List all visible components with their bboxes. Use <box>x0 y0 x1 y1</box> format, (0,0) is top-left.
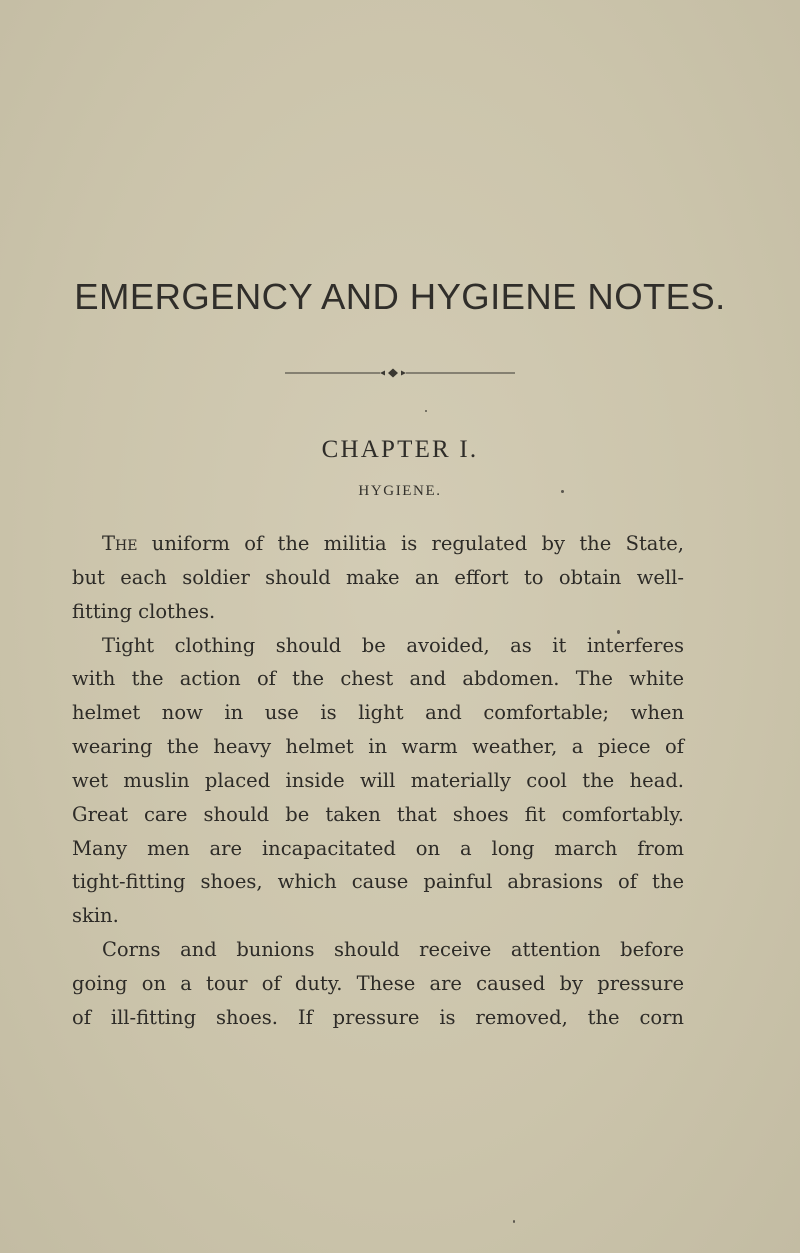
text-line: of ill-fitting shoes. If pressure is removed, the corn <box>72 1005 684 1029</box>
chapter-heading: CHAPTER I. <box>321 436 479 463</box>
paper-speck <box>425 410 427 412</box>
text-line: with the action of the chest and abdomen. The white <box>72 667 684 691</box>
text-line: fitting clothes. <box>72 599 216 623</box>
text-line: going on a tour of duty. These are caused by pressure <box>72 971 684 995</box>
text-line: Great care should be taken that shoes fit comfortably. <box>72 802 684 826</box>
text-line: Tight clothing should be avoided, as it interferes <box>102 633 684 657</box>
drop-word: The <box>102 532 138 555</box>
text-line: wearing the heavy helmet in warm weather, a piece of <box>72 735 684 759</box>
text-line: Many men are incapacitated on a long march from <box>72 836 684 860</box>
book-title: EMERGENCY AND HYGIENE NOTES. <box>74 276 726 317</box>
section-heading: HYGIENE. <box>358 483 442 499</box>
text-line: skin. <box>72 904 119 928</box>
text-line: but each soldier should make an effort to obtain well- <box>72 565 684 589</box>
paper-speck <box>561 490 564 493</box>
paper-speck <box>513 1220 515 1223</box>
body-text <box>72 527 684 1035</box>
text-line: helmet now in use is light and comfortable; when <box>72 701 684 725</box>
paper-speck <box>617 630 620 634</box>
text-line: Corns and bunions should receive attention before <box>102 938 684 962</box>
text-line: wet muslin placed inside will materially cool the head. <box>72 768 684 792</box>
ornament-divider <box>285 368 515 378</box>
text-line: The uniform of the militia is regulated by the State, <box>102 532 684 555</box>
text-line: tight-fitting shoes, which cause painful abrasions of the <box>72 870 684 894</box>
